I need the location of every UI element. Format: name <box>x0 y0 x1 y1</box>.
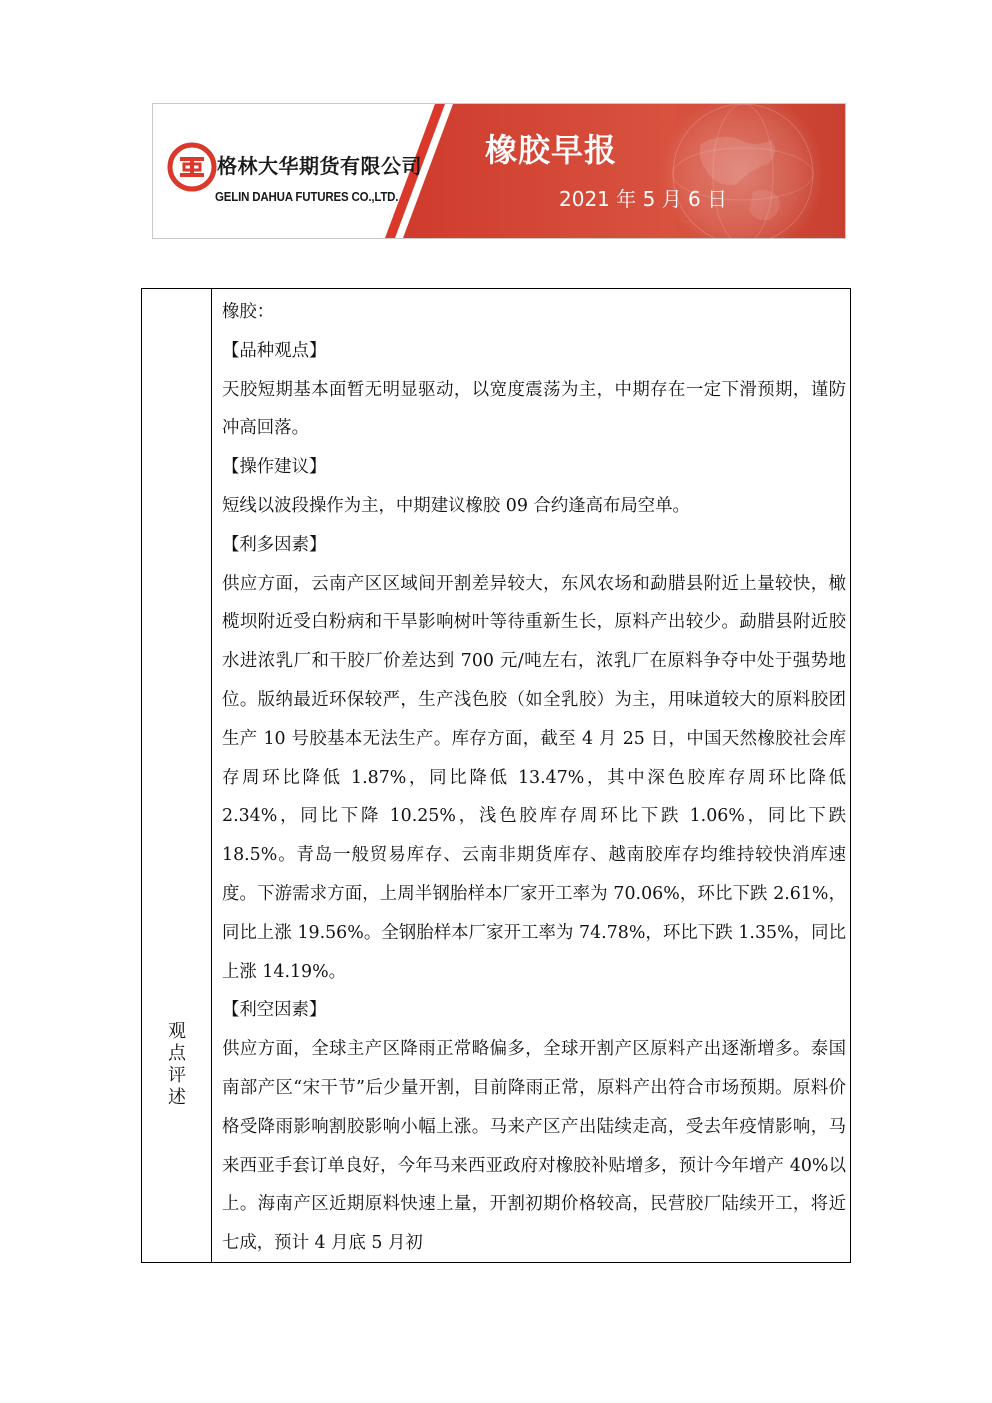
report-date: 2021 年 5 月 6 日 <box>559 187 728 211</box>
commentary-table <box>141 288 851 1263</box>
view-heading: 【品种观点】 <box>222 340 327 361</box>
gelin-logo-icon <box>167 142 217 192</box>
commentary-content <box>222 293 846 1263</box>
report-header-banner <box>152 103 846 239</box>
company-name-en: GELIN DAHUA FUTURES CO.,LTD. <box>215 190 399 204</box>
company-name-cn: 格林大华期货有限公司 <box>217 154 422 178</box>
commodity-heading: 橡胶： <box>222 302 275 322</box>
view-text: 天胶短期基本面暂无明显驱动，以宽度震荡为主，中期存在一定下滑预期，谨防冲高回落。 <box>222 379 846 439</box>
bearish-heading: 【利空因素】 <box>222 1000 327 1021</box>
advice-heading: 【操作建议】 <box>222 457 327 478</box>
section-label: 观点评述 <box>168 1021 186 1108</box>
report-title: 橡胶早报 <box>485 131 618 169</box>
bullish-text: 供应方面，云南产区区域间开割差异较大，东风农场和勐腊县附近上量较快，橄榄坝附近受白粉病和干旱影响树叶等待重新生长，原料产出较少。勐腊县附近胶水进浓乳厂和干胶厂价差达到 700 元/吨左右，浓乳厂在原料争夺中处于强势地位。版纳最近环保较严，生产浅色胶（如全乳胶）为主，用味道较大的原料胶团生产 10 号胶基本无法生产。库存方面，截至 4 月 25 日，中国天然橡胶社会库存周环比降低 1.87%，同比降低 13.47%，其中深色胶库存周环比降低 2.34%，同比下降 10.25%，浅色胶库存周环比下跌 1.06%，同比下跌 18.5%。青岛一般贸易库存、云南非期货库存、越南胶库存均维持较快消库速度。下游需求方面，上周半钢胎样本厂家开工率为 70.06%，环比下跌 2.61%，同比上涨 19.56%。全钢胎样本厂家开工率为 74.78%，环比下跌 1.35%，同比上涨 14.19%。 <box>222 573 846 982</box>
bullish-heading: 【利多因素】 <box>222 534 327 555</box>
advice-text: 短线以波段操作为主，中期建议橡胶 09 合约逢高布局空单。 <box>222 495 690 516</box>
section-label-cell <box>142 289 212 1262</box>
bearish-text: 供应方面，全球主产区降雨正常略偏多，全球开割产区原料产出逐渐增多。泰国南部产区“宋干节”后少量开割，目前降雨正常，原料产出符合市场预期。原料价格受降雨影响割胶影响小幅上涨。马来产区产出陆续走高，受去年疫情影响，马来西亚手套订单良好，今年马来西亚政府对橡胶补贴增多，预计今年增产 40%以上。海南产区近期原料快速上量，开割初期价格较高，民营胶厂陆续开工，将近七成，预计 4 月底 5 月初 <box>222 1039 846 1254</box>
